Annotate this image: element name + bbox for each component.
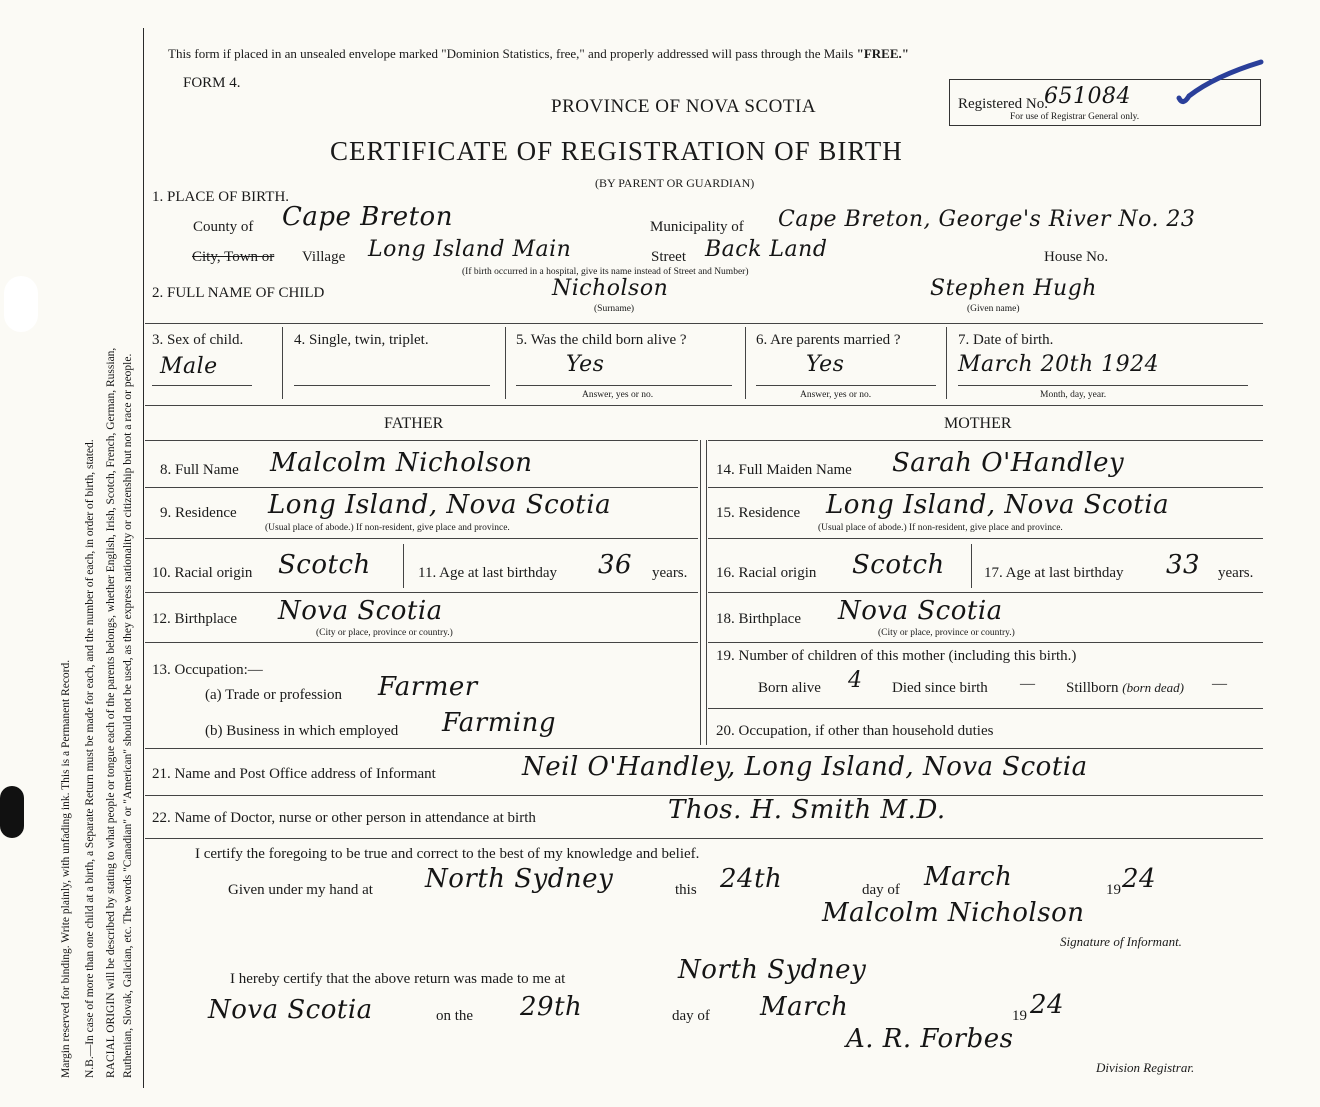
sex-underline (152, 385, 252, 386)
father-racial-label: 10. Racial origin (152, 565, 253, 581)
father-age-label: 11. Age at last birthday (418, 565, 557, 581)
divider-5-6 (745, 327, 746, 399)
county-label: County of (193, 219, 254, 235)
born-alive-count-label: Born alive (758, 680, 821, 696)
registrar-place1: North Sydney (678, 955, 867, 985)
county-value: Cape Breton (282, 202, 453, 232)
informant-value: Neil O'Handley, Long Island, Nova Scotia (522, 752, 1088, 782)
father-name-value: Malcolm Nicholson (270, 448, 533, 478)
informant-label: 21. Name and Post Office address of Informant (152, 766, 436, 782)
father-age-unit: years. (652, 565, 688, 581)
registrar-year-value: 24 (1030, 990, 1065, 1020)
certify-statement: I certify the foregoing to be true and correct to the best of my knowledge and belief. (195, 846, 700, 862)
street-label: Street (651, 249, 686, 265)
rule-mother-age (708, 592, 1263, 593)
registrar-day-of-label: day of (672, 1008, 710, 1024)
rule-father-name (145, 487, 698, 488)
died-since-birth-value: — (1020, 676, 1035, 692)
doctor-value: Thos. H. Smith M.D. (668, 795, 946, 825)
village-value: Long Island Main (368, 237, 572, 262)
born-alive-count-value: 4 (848, 668, 863, 693)
divider-4-5 (505, 327, 506, 399)
rule-mother-birthplace (708, 642, 1263, 643)
father-residence-value: Long Island, Nova Scotia (268, 490, 612, 520)
doctor-label: 22. Name of Doctor, nurse or other person in attendance at birth (152, 810, 536, 826)
single-twin-underline (294, 385, 490, 386)
village-label: Village (302, 249, 346, 265)
rule-above-row3 (145, 323, 1263, 324)
mother-name-label: 14. Full Maiden Name (716, 462, 852, 478)
born-alive-label: 5. Was the child born alive ? (516, 332, 687, 348)
divider-16-17 (971, 544, 972, 588)
this-label: this (675, 882, 697, 898)
margin-note-racial-origin: RACIAL ORIGIN will be described by stating to what people or tongue each of the parents belongs, whether English, Irish, Scotch, French, German, Russian, (105, 347, 117, 1078)
stillborn-label (1066, 680, 1184, 697)
hospital-note: (If birth occurred in a hospital, give its name instead of Street and Number) (462, 267, 749, 277)
father-residence-note: (Usual place of abode.) If non-resident, give place and province. (265, 523, 510, 533)
rule-mother-name (708, 487, 1263, 488)
father-heading: FATHER (384, 415, 444, 432)
father-birthplace-note: (City or place, province or country.) (316, 628, 453, 638)
date-of-birth-note: Month, day, year. (1040, 390, 1107, 400)
parents-married-label: 6. Are parents married ? (756, 332, 901, 348)
stillborn-value: — (1212, 676, 1227, 692)
rule-above-informant (145, 748, 1263, 749)
registrar-statement: I hereby certify that the above return was made to me at (230, 971, 566, 987)
margin-note-racial-origin-cont: Ruthenian, Slovak, Galician, etc. The words "Canadian" or "American" should not be used, as they express nationality or citizenship but not a race or people. (122, 353, 134, 1078)
divider-3-4 (282, 327, 283, 399)
divider-10-11 (403, 544, 404, 588)
given-name-note: (Given name) (967, 304, 1020, 314)
parents-married-note: Answer, yes or no. (800, 390, 872, 400)
given-place-value: North Sydney (425, 864, 614, 894)
punch-hole-top (4, 276, 38, 332)
municipality-label: Municipality of (650, 219, 744, 235)
mail-notice-free: "FREE." (856, 46, 909, 61)
child-name-label: 2. FULL NAME OF CHILD (152, 285, 325, 301)
registrar-year-prefix: 19 (1012, 1008, 1027, 1024)
registrar-use-note: For use of Registrar General only. (1010, 112, 1140, 122)
mail-notice-text: This form if placed in an unsealed envelope marked "Dominion Statistics, free," and properly addressed will pass through the Mails (168, 46, 854, 61)
certificate-title: CERTIFICATE OF REGISTRATION OF BIRTH (330, 136, 903, 166)
form-number: FORM 4. (183, 75, 241, 91)
margin-note-multiple-births: N.B.—In case of more than one child at a birth, a Separate Return must be made for each, and the number of each, in order of birth, stated. (84, 439, 96, 1078)
certificate-subtitle: (BY PARENT OR GUARDIAN) (595, 176, 755, 190)
certify-year-value: 24 (1122, 864, 1157, 894)
date-of-birth-value: March 20th 1924 (958, 352, 1160, 377)
city-town-struck: City, Town or (192, 249, 275, 265)
born-alive-underline (516, 385, 732, 386)
father-mother-divider-inner (706, 440, 707, 745)
mother-racial-label: 16. Racial origin (716, 565, 817, 581)
father-birthplace-value: Nova Scotia (278, 596, 443, 626)
mother-birthplace-label: 18. Birthplace (716, 611, 801, 627)
rule-above-parents (145, 405, 1263, 406)
certify-day-value: 24th (720, 864, 783, 894)
rule-father-age (145, 592, 698, 593)
father-trade-value: Farmer (378, 672, 478, 702)
registrar-month-value: March (760, 992, 849, 1022)
street-value: Back Land (705, 237, 828, 262)
stillborn-note: (born dead) (1122, 680, 1185, 695)
mother-heading: MOTHER (944, 415, 1012, 432)
father-name-label: 8. Full Name (160, 462, 239, 478)
date-of-birth-label: 7. Date of birth. (958, 332, 1054, 348)
child-surname: Nicholson (552, 276, 669, 301)
father-business-value: Farming (442, 708, 557, 738)
sex-value: Male (160, 354, 218, 379)
sex-label: 3. Sex of child. (152, 332, 244, 348)
mother-age-label: 17. Age at last birthday (984, 565, 1124, 581)
mother-age-unit: years. (1218, 565, 1254, 581)
registrar-on-label: on the (436, 1008, 474, 1024)
margin-note-binding: Margin reserved for binding. Write plainly, with unfading ink. This is a Permanent Record. (60, 659, 72, 1078)
registered-number: 651084 (1044, 84, 1131, 109)
rule-father-heading (145, 440, 698, 441)
certify-day-of-label: day of (862, 882, 900, 898)
child-given-name: Stephen Hugh (930, 276, 1097, 301)
house-number-label: House No. (1044, 249, 1109, 265)
rule-above-certify (145, 838, 1263, 839)
mother-residence-label: 15. Residence (716, 505, 801, 521)
father-birthplace-label: 12. Birthplace (152, 611, 237, 627)
informant-signature: Malcolm Nicholson (822, 898, 1085, 928)
mother-children-label: 19. Number of children of this mother (including this birth.) (716, 648, 1077, 664)
parents-married-underline (756, 385, 936, 386)
father-racial-value: Scotch (278, 550, 371, 580)
province-heading: PROVINCE OF NOVA SCOTIA (551, 96, 817, 117)
registrar-signature: A. R. Forbes (846, 1024, 1014, 1054)
father-trade-label: (a) Trade or profession (205, 687, 343, 703)
place-of-birth-heading: 1. PLACE OF BIRTH. (152, 189, 290, 205)
rule-mother-residence (708, 538, 1263, 539)
rule-father-birthplace (145, 642, 698, 643)
rule-mother-heading (708, 440, 1263, 441)
punch-hole-bottom (0, 786, 24, 838)
divider-6-7 (946, 327, 947, 399)
certify-year-prefix: 19 (1106, 882, 1121, 898)
surname-note: (Surname) (594, 304, 635, 314)
father-mother-divider (700, 440, 701, 745)
mother-birthplace-value: Nova Scotia (838, 596, 1003, 626)
given-under-hand-label: Given under my hand at (228, 882, 373, 898)
rule-father-residence (145, 538, 698, 539)
informant-signature-label: Signature of Informant. (1060, 934, 1182, 949)
registrar-place2: Nova Scotia (208, 995, 373, 1025)
father-residence-label: 9. Residence (160, 505, 237, 521)
mother-residence-note: (Usual place of abode.) If non-resident, give place and province. (818, 523, 1063, 533)
mother-birthplace-note: (City or place, province or country.) (878, 628, 1015, 638)
mother-occupation-label: 20. Occupation, if other than household duties (716, 723, 994, 739)
certify-month-value: March (924, 862, 1013, 892)
check-mark-icon (1175, 58, 1265, 110)
single-twin-label: 4. Single, twin, triplet. (294, 332, 429, 348)
municipality-value: Cape Breton, George's River No. 23 (778, 207, 1196, 232)
father-occupation-label: 13. Occupation:— (152, 662, 263, 678)
stillborn-label-text: Stillborn (1066, 680, 1119, 696)
registrar-day-value: 29th (520, 992, 583, 1022)
born-alive-note: Answer, yes or no. (582, 390, 654, 400)
mother-racial-value: Scotch (852, 550, 945, 580)
parents-married-value: Yes (806, 352, 845, 377)
mail-notice (168, 46, 909, 62)
born-alive-value: Yes (566, 352, 605, 377)
registrar-signature-label: Division Registrar. (1096, 1060, 1195, 1075)
registered-label: Registered No. (958, 96, 1048, 112)
mother-residence-value: Long Island, Nova Scotia (826, 490, 1170, 520)
rule-mother-children (708, 708, 1263, 709)
died-since-birth-label: Died since birth (892, 680, 988, 696)
binding-margin-line (143, 28, 144, 1088)
mother-name-value: Sarah O'Handley (892, 448, 1125, 478)
date-of-birth-underline (958, 385, 1248, 386)
father-business-label: (b) Business in which employed (205, 723, 399, 739)
mother-age-value: 33 (1166, 550, 1201, 580)
father-age-value: 36 (598, 550, 633, 580)
